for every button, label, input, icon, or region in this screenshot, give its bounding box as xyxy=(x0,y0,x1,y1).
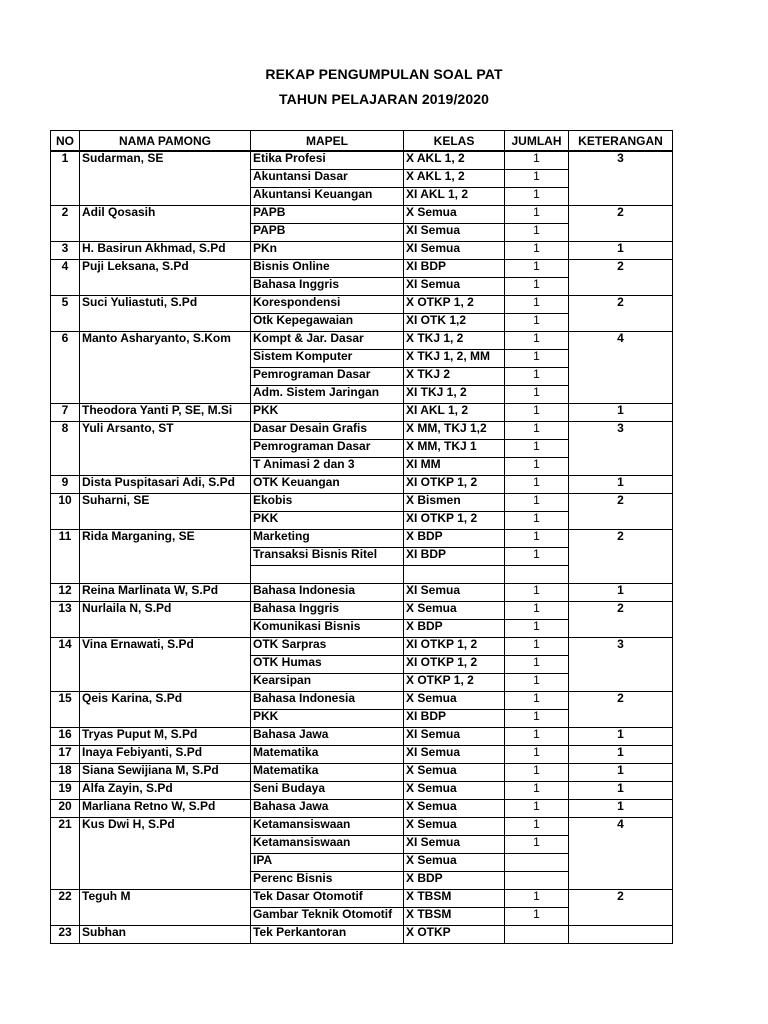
cell-nama-pamong: Yuli Arsanto, ST xyxy=(80,422,251,476)
cell-kelas: X Semua xyxy=(404,818,505,836)
cell-keterangan: 2 xyxy=(569,260,673,296)
cell-no: 14 xyxy=(51,638,80,692)
cell-no: 19 xyxy=(51,782,80,800)
cell-keterangan: 1 xyxy=(569,800,673,818)
table-header xyxy=(51,131,673,152)
cell-keterangan: 3 xyxy=(569,151,673,206)
cell-jumlah: 1 xyxy=(505,422,569,440)
cell-no: 12 xyxy=(51,584,80,602)
cell-mapel: Bahasa Indonesia xyxy=(251,692,404,710)
cell-nama-pamong: Adil Qosasih xyxy=(80,206,251,242)
cell-mapel: Etika Profesi xyxy=(251,151,404,170)
table-row xyxy=(51,332,673,350)
cell-kelas: XI OTKP 1, 2 xyxy=(404,656,505,674)
cell-jumlah: 1 xyxy=(505,332,569,350)
cell-jumlah: 1 xyxy=(505,692,569,710)
table-row xyxy=(51,476,673,494)
cell-kelas: XI AKL 1, 2 xyxy=(404,404,505,422)
cell-mapel xyxy=(251,566,404,584)
cell-no: 6 xyxy=(51,332,80,404)
table-row xyxy=(51,800,673,818)
table-row xyxy=(51,782,673,800)
cell-mapel: Gambar Teknik Otomotif xyxy=(251,908,404,926)
cell-mapel: PKn xyxy=(251,242,404,260)
cell-jumlah xyxy=(505,854,569,872)
cell-nama-pamong: Theodora Yanti P, SE, M.Si xyxy=(80,404,251,422)
cell-no: 13 xyxy=(51,602,80,638)
cell-mapel: Komunikasi Bisnis xyxy=(251,620,404,638)
cell-jumlah: 1 xyxy=(505,836,569,854)
cell-mapel: Akuntansi Dasar xyxy=(251,170,404,188)
cell-keterangan: 2 xyxy=(569,494,673,530)
cell-mapel: PKK xyxy=(251,512,404,530)
cell-jumlah: 1 xyxy=(505,710,569,728)
table-row xyxy=(51,404,673,422)
cell-mapel: Kompt & Jar. Dasar xyxy=(251,332,404,350)
cell-mapel: Dasar Desain Grafis xyxy=(251,422,404,440)
table-row xyxy=(51,692,673,710)
table-body xyxy=(51,151,673,944)
cell-mapel: Ekobis xyxy=(251,494,404,512)
cell-jumlah: 1 xyxy=(505,476,569,494)
cell-mapel: Bahasa Inggris xyxy=(251,602,404,620)
cell-nama-pamong: Alfa Zayin, S.Pd xyxy=(80,782,251,800)
table-row xyxy=(51,422,673,440)
cell-keterangan: 1 xyxy=(569,584,673,602)
cell-jumlah: 1 xyxy=(505,638,569,656)
cell-kelas: X AKL 1, 2 xyxy=(404,170,505,188)
cell-nama-pamong: Nurlaila N, S.Pd xyxy=(80,602,251,638)
cell-kelas: X Semua xyxy=(404,854,505,872)
cell-kelas: XI Semua xyxy=(404,584,505,602)
table-row xyxy=(51,890,673,908)
cell-mapel: Marketing xyxy=(251,530,404,548)
cell-kelas: XI TKJ 1, 2 xyxy=(404,386,505,404)
cell-jumlah: 1 xyxy=(505,602,569,620)
table-row xyxy=(51,818,673,836)
cell-kelas: XI OTK 1,2 xyxy=(404,314,505,332)
cell-mapel: Sistem Komputer xyxy=(251,350,404,368)
cell-no: 20 xyxy=(51,800,80,818)
cell-keterangan: 3 xyxy=(569,638,673,692)
cell-mapel: PAPB xyxy=(251,224,404,242)
cell-kelas: X TBSM xyxy=(404,890,505,908)
cell-jumlah: 1 xyxy=(505,620,569,638)
cell-mapel: Bahasa Jawa xyxy=(251,728,404,746)
cell-no: 23 xyxy=(51,926,80,944)
document-subtitle: TAHUN PELAJARAN 2019/2020 xyxy=(279,91,489,107)
cell-nama-pamong: Tryas Puput M, S.Pd xyxy=(80,728,251,746)
cell-nama-pamong: H. Basirun Akhmad, S.Pd xyxy=(80,242,251,260)
cell-kelas: X BDP xyxy=(404,872,505,890)
cell-jumlah xyxy=(505,566,569,584)
cell-kelas: X BDP xyxy=(404,530,505,548)
cell-no: 4 xyxy=(51,260,80,296)
cell-jumlah: 1 xyxy=(505,278,569,296)
cell-no: 11 xyxy=(51,530,80,584)
cell-mapel: Tek Perkantoran xyxy=(251,926,404,944)
cell-nama-pamong: Qeis Karina, S.Pd xyxy=(80,692,251,728)
cell-mapel: PAPB xyxy=(251,206,404,224)
cell-jumlah: 1 xyxy=(505,818,569,836)
cell-nama-pamong: Sudarman, SE xyxy=(80,151,251,206)
header-mapel: MAPEL xyxy=(251,131,404,152)
cell-keterangan: 4 xyxy=(569,332,673,404)
cell-keterangan: 4 xyxy=(569,818,673,890)
cell-no: 21 xyxy=(51,818,80,890)
cell-jumlah: 1 xyxy=(505,908,569,926)
cell-kelas: XI BDP xyxy=(404,710,505,728)
cell-kelas: X MM, TKJ 1 xyxy=(404,440,505,458)
cell-mapel: Ketamansiswaan xyxy=(251,836,404,854)
cell-kelas: X Semua xyxy=(404,800,505,818)
cell-jumlah: 1 xyxy=(505,746,569,764)
recap-table xyxy=(50,130,673,944)
cell-mapel: OTK Sarpras xyxy=(251,638,404,656)
cell-kelas: XI Semua xyxy=(404,278,505,296)
cell-nama-pamong: Subhan xyxy=(80,926,251,944)
header-row xyxy=(51,131,673,152)
header-kelas: KELAS xyxy=(404,131,505,152)
cell-keterangan: 2 xyxy=(569,206,673,242)
table-row xyxy=(51,151,673,170)
cell-no: 15 xyxy=(51,692,80,728)
cell-nama-pamong: Manto Asharyanto, S.Kom xyxy=(80,332,251,404)
cell-kelas: XI OTKP 1, 2 xyxy=(404,476,505,494)
cell-nama-pamong: Inaya Febiyanti, S.Pd xyxy=(80,746,251,764)
cell-keterangan: 1 xyxy=(569,242,673,260)
cell-kelas: X OTKP 1, 2 xyxy=(404,296,505,314)
table-row xyxy=(51,206,673,224)
cell-keterangan: 2 xyxy=(569,602,673,638)
cell-kelas: XI MM xyxy=(404,458,505,476)
cell-kelas: XI Semua xyxy=(404,224,505,242)
cell-kelas: X Semua xyxy=(404,692,505,710)
cell-jumlah: 1 xyxy=(505,386,569,404)
header-nama-pamong: NAMA PAMONG xyxy=(80,131,251,152)
cell-mapel: Bahasa Jawa xyxy=(251,800,404,818)
cell-kelas: XI BDP xyxy=(404,548,505,566)
cell-jumlah: 1 xyxy=(505,584,569,602)
cell-no: 1 xyxy=(51,151,80,206)
table-row xyxy=(51,494,673,512)
cell-jumlah: 1 xyxy=(505,188,569,206)
cell-nama-pamong: Puji Leksana, S.Pd xyxy=(80,260,251,296)
cell-jumlah: 1 xyxy=(505,404,569,422)
cell-kelas: X TKJ 1, 2 xyxy=(404,332,505,350)
cell-keterangan xyxy=(569,926,673,944)
cell-nama-pamong: Marliana Retno W, S.Pd xyxy=(80,800,251,818)
cell-no: 10 xyxy=(51,494,80,530)
cell-kelas: X TKJ 1, 2, MM xyxy=(404,350,505,368)
cell-jumlah: 1 xyxy=(505,368,569,386)
header-no: NO xyxy=(51,131,80,152)
cell-kelas: X TKJ 2 xyxy=(404,368,505,386)
cell-mapel: T Animasi 2 dan 3 xyxy=(251,458,404,476)
cell-no: 2 xyxy=(51,206,80,242)
cell-kelas: X OTKP 1, 2 xyxy=(404,674,505,692)
cell-jumlah: 1 xyxy=(505,350,569,368)
cell-keterangan: 1 xyxy=(569,764,673,782)
cell-jumlah: 1 xyxy=(505,440,569,458)
cell-jumlah: 1 xyxy=(505,656,569,674)
document-title: REKAP PENGUMPULAN SOAL PAT xyxy=(265,66,503,82)
cell-kelas: XI Semua xyxy=(404,728,505,746)
cell-kelas: XI BDP xyxy=(404,260,505,278)
cell-keterangan: 1 xyxy=(569,746,673,764)
cell-jumlah: 1 xyxy=(505,764,569,782)
cell-kelas: XI OTKP 1, 2 xyxy=(404,512,505,530)
cell-keterangan: 1 xyxy=(569,404,673,422)
cell-jumlah: 1 xyxy=(505,548,569,566)
cell-jumlah: 1 xyxy=(505,458,569,476)
cell-nama-pamong: Reina Marlinata W, S.Pd xyxy=(80,584,251,602)
cell-mapel: Kearsipan xyxy=(251,674,404,692)
cell-nama-pamong: Vina Ernawati, S.Pd xyxy=(80,638,251,692)
cell-mapel: Tek Dasar Otomotif xyxy=(251,890,404,908)
cell-jumlah: 1 xyxy=(505,494,569,512)
cell-keterangan: 2 xyxy=(569,692,673,728)
cell-jumlah: 1 xyxy=(505,170,569,188)
cell-kelas: X OTKP xyxy=(404,926,505,944)
cell-no: 7 xyxy=(51,404,80,422)
cell-jumlah xyxy=(505,872,569,890)
table-row xyxy=(51,584,673,602)
table-row xyxy=(51,296,673,314)
table-row xyxy=(51,746,673,764)
cell-jumlah: 1 xyxy=(505,782,569,800)
cell-kelas: XI Semua xyxy=(404,242,505,260)
cell-kelas: XI Semua xyxy=(404,746,505,764)
table-row xyxy=(51,242,673,260)
cell-nama-pamong: Rida Marganing, SE xyxy=(80,530,251,584)
cell-no: 22 xyxy=(51,890,80,926)
cell-jumlah: 1 xyxy=(505,296,569,314)
cell-mapel: Bahasa Indonesia xyxy=(251,584,404,602)
table-row xyxy=(51,530,673,548)
cell-jumlah: 1 xyxy=(505,242,569,260)
cell-jumlah: 1 xyxy=(505,800,569,818)
table-row xyxy=(51,764,673,782)
cell-nama-pamong: Dista Puspitasari Adi, S.Pd xyxy=(80,476,251,494)
cell-jumlah: 1 xyxy=(505,674,569,692)
cell-jumlah: 1 xyxy=(505,314,569,332)
cell-keterangan: 2 xyxy=(569,890,673,926)
cell-kelas: XI AKL 1, 2 xyxy=(404,188,505,206)
cell-nama-pamong: Teguh M xyxy=(80,890,251,926)
cell-mapel: PKK xyxy=(251,404,404,422)
cell-kelas: X Semua xyxy=(404,782,505,800)
cell-no: 17 xyxy=(51,746,80,764)
cell-kelas: XI Semua xyxy=(404,836,505,854)
cell-kelas: X AKL 1, 2 xyxy=(404,151,505,170)
cell-mapel: Perenc Bisnis xyxy=(251,872,404,890)
table-row xyxy=(51,602,673,620)
cell-mapel: Akuntansi Keuangan xyxy=(251,188,404,206)
cell-jumlah: 1 xyxy=(505,224,569,242)
cell-keterangan: 2 xyxy=(569,530,673,584)
cell-kelas: X MM, TKJ 1,2 xyxy=(404,422,505,440)
cell-kelas: X Semua xyxy=(404,764,505,782)
cell-nama-pamong: Suharni, SE xyxy=(80,494,251,530)
cell-mapel: Pemrograman Dasar xyxy=(251,368,404,386)
cell-kelas: X Semua xyxy=(404,602,505,620)
cell-mapel: Matematika xyxy=(251,746,404,764)
cell-kelas: XI OTKP 1, 2 xyxy=(404,638,505,656)
table-row xyxy=(51,638,673,656)
cell-mapel: Ketamansiswaan xyxy=(251,818,404,836)
table-row xyxy=(51,260,673,278)
cell-mapel: PKK xyxy=(251,710,404,728)
cell-keterangan: 3 xyxy=(569,422,673,476)
cell-jumlah: 1 xyxy=(505,260,569,278)
cell-mapel: OTK Keuangan xyxy=(251,476,404,494)
cell-jumlah: 1 xyxy=(505,151,569,170)
cell-keterangan: 1 xyxy=(569,476,673,494)
cell-no: 8 xyxy=(51,422,80,476)
cell-no: 9 xyxy=(51,476,80,494)
cell-no: 16 xyxy=(51,728,80,746)
cell-mapel: Korespondensi xyxy=(251,296,404,314)
cell-no: 5 xyxy=(51,296,80,332)
cell-no: 18 xyxy=(51,764,80,782)
cell-mapel: Matematika xyxy=(251,764,404,782)
cell-jumlah xyxy=(505,926,569,944)
cell-jumlah: 1 xyxy=(505,512,569,530)
cell-mapel: OTK Humas xyxy=(251,656,404,674)
cell-nama-pamong: Siana Sewijiana M, S.Pd xyxy=(80,764,251,782)
cell-mapel: IPA xyxy=(251,854,404,872)
cell-mapel: Seni Budaya xyxy=(251,782,404,800)
table-row xyxy=(51,728,673,746)
table-row xyxy=(51,926,673,944)
cell-jumlah: 1 xyxy=(505,206,569,224)
cell-kelas xyxy=(404,566,505,584)
cell-mapel: Adm. Sistem Jaringan xyxy=(251,386,404,404)
cell-kelas: X Semua xyxy=(404,206,505,224)
cell-kelas: X Bismen xyxy=(404,494,505,512)
cell-mapel: Transaksi Bisnis Ritel xyxy=(251,548,404,566)
cell-jumlah: 1 xyxy=(505,530,569,548)
cell-mapel: Bisnis Online xyxy=(251,260,404,278)
cell-kelas: X TBSM xyxy=(404,908,505,926)
cell-keterangan: 1 xyxy=(569,782,673,800)
cell-nama-pamong: Kus Dwi H, S.Pd xyxy=(80,818,251,890)
cell-mapel: Otk Kepegawaian xyxy=(251,314,404,332)
cell-kelas: X BDP xyxy=(404,620,505,638)
cell-jumlah: 1 xyxy=(505,728,569,746)
cell-nama-pamong: Suci Yuliastuti, S.Pd xyxy=(80,296,251,332)
header-keterangan: KETERANGAN xyxy=(569,131,673,152)
cell-keterangan: 2 xyxy=(569,296,673,332)
cell-keterangan: 1 xyxy=(569,728,673,746)
cell-mapel: Pemrograman Dasar xyxy=(251,440,404,458)
cell-mapel: Bahasa Inggris xyxy=(251,278,404,296)
header-jumlah: JUMLAH xyxy=(505,131,569,152)
cell-jumlah: 1 xyxy=(505,890,569,908)
cell-no: 3 xyxy=(51,242,80,260)
